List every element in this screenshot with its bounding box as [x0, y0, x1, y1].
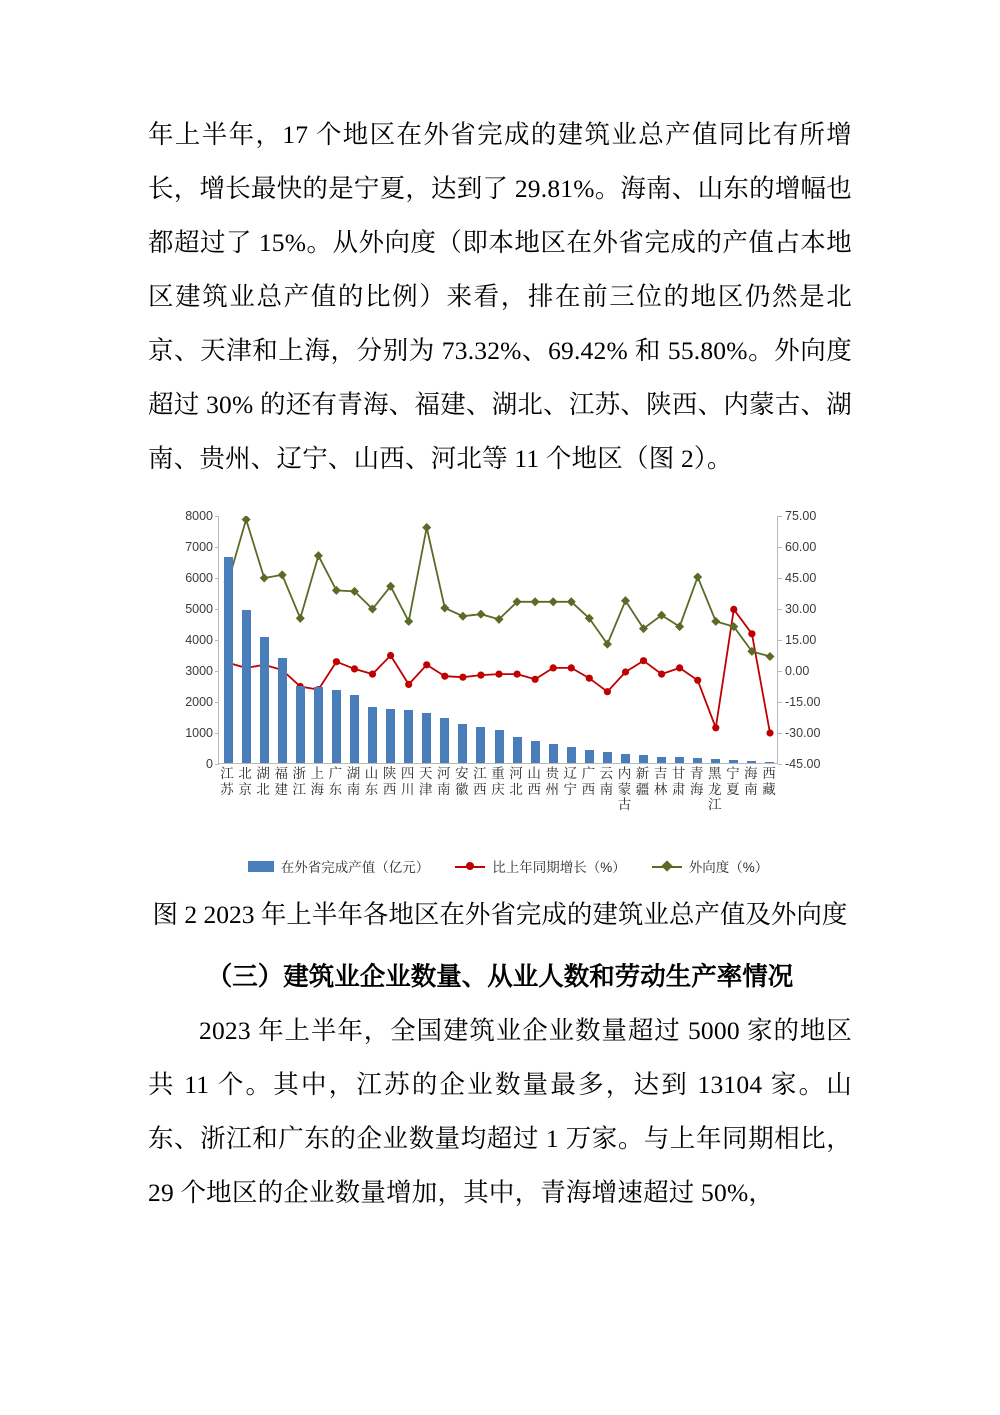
x-axis-tick-label: 重庆 [491, 766, 505, 797]
secondary-y-axis-tick-label: 0.00 [785, 664, 810, 678]
x-axis-tick-label: 宁夏 [726, 766, 740, 797]
secondary-y-axis-tick-label: -15.00 [785, 695, 821, 709]
y-axis-tick-label: 0 [206, 757, 213, 771]
chart-bar [549, 744, 558, 763]
secondary-y-axis-tick-mark [778, 764, 782, 765]
y-axis-tick-mark [215, 547, 219, 548]
chart-bar [422, 713, 431, 763]
chart-bar [260, 637, 269, 763]
legend-item [248, 856, 430, 876]
chart-bar [224, 557, 233, 763]
x-axis-tick-label: 陕西 [382, 766, 397, 797]
x-axis-tick-label: 新疆 [635, 766, 650, 797]
x-axis-tick-label: 安徽 [455, 766, 469, 797]
secondary-y-axis-tick-mark [778, 609, 782, 610]
paragraph-2: 2023 年上半年，全国建筑业企业数量超过 5000 家的地区共 11 个。其中，江苏的企业数量最多，达到 13104 家。山东、浙江和广东的企业数量均超过 1 万家。与上年同期相比，29 个地区的企业数量增加，其中，青海增速超过 50%， [148, 1016, 852, 1207]
secondary-y-axis-tick-mark [778, 547, 782, 548]
legend-line-swatch [652, 861, 682, 872]
legend-item [455, 856, 626, 876]
y-axis-tick-mark [215, 640, 219, 641]
x-axis-tick-label: 吉林 [653, 766, 668, 797]
x-axis-tick-label: 辽宁 [563, 766, 577, 797]
x-axis-tick-label: 福建 [274, 766, 288, 797]
secondary-y-axis-tick-label: 30.00 [785, 602, 817, 616]
y-axis-tick-mark [215, 578, 219, 579]
x-axis-tick-label: 内蒙古 [617, 766, 632, 812]
y-axis-tick-label: 8000 [185, 509, 213, 523]
x-axis-tick-label: 河南 [437, 766, 451, 797]
x-axis-tick-label: 北京 [238, 766, 252, 797]
secondary-y-axis-tick-label: -45.00 [785, 757, 821, 771]
x-axis-tick-label: 贵州 [545, 766, 559, 797]
chart-container [156, 508, 860, 848]
chart-bar [765, 762, 774, 763]
chart-bar [567, 747, 576, 763]
secondary-y-axis-tick-label: 15.00 [785, 633, 817, 647]
chart-plot-area [185, 509, 821, 771]
x-axis-tick-label: 山西 [527, 766, 541, 797]
chart-bar [495, 730, 504, 763]
legend-label: 在外省完成产值（亿元） [280, 860, 430, 875]
chart-x-axis-labels [218, 766, 778, 828]
chart-bar [603, 752, 612, 763]
chart-bar [440, 718, 449, 763]
secondary-y-axis-tick-label: 60.00 [785, 540, 817, 554]
chart-bar [531, 741, 540, 763]
section-heading: （三）建筑业企业数量、从业人数和劳动生产率情况 [206, 963, 794, 991]
secondary-y-axis-tick-label: 75.00 [785, 509, 817, 523]
legend-label: 比上年同期增长（%） [492, 860, 626, 875]
legend-item [652, 856, 769, 876]
secondary-y-axis-tick-mark [778, 516, 782, 517]
y-axis-tick-mark [215, 516, 219, 517]
y-axis-tick-label: 3000 [185, 664, 213, 678]
secondary-y-axis-tick-mark [778, 671, 782, 672]
chart-bar [513, 737, 522, 763]
chart-bar [242, 610, 251, 763]
chart-bar [476, 727, 485, 763]
legend-label: 外向度（%） [688, 860, 769, 875]
x-axis-tick-label: 海南 [744, 766, 758, 797]
chart-bar [458, 724, 467, 763]
chart-bar [314, 687, 323, 763]
chart-bar [657, 757, 666, 764]
y-axis-tick-mark [215, 764, 219, 765]
chart-bar [639, 755, 648, 763]
chart-bars [219, 516, 778, 763]
x-axis-tick-label: 西藏 [762, 766, 776, 797]
chart-bar [296, 686, 305, 764]
x-axis-tick-label: 广西 [581, 766, 596, 797]
y-axis-tick-label: 2000 [185, 695, 213, 709]
y-axis-tick-label: 1000 [185, 726, 213, 740]
chart-bar [729, 760, 738, 763]
legend-line-swatch [455, 861, 485, 872]
figure-2 [156, 508, 860, 876]
chart-bar [350, 695, 359, 763]
chart-bar [368, 707, 377, 763]
y-axis-tick-label: 7000 [185, 540, 213, 554]
x-axis-tick-label: 山东 [364, 766, 379, 797]
x-axis-tick-label: 湖南 [346, 766, 361, 797]
y-axis-tick-mark [215, 702, 219, 703]
x-axis-tick-label: 天津 [418, 766, 433, 797]
x-axis-tick-label: 浙江 [292, 766, 307, 797]
x-axis-tick-label: 江苏 [220, 766, 234, 797]
x-axis-tick-label: 湖北 [256, 766, 270, 797]
secondary-y-axis-tick-label: 45.00 [785, 571, 817, 585]
x-axis-tick-label: 云南 [599, 766, 614, 797]
chart-bar [621, 754, 630, 763]
secondary-y-axis-tick-mark [778, 702, 782, 703]
x-axis-tick-label: 广东 [328, 766, 343, 797]
chart-bar [747, 761, 756, 763]
secondary-y-axis-line [777, 516, 778, 763]
x-axis-tick-label: 江西 [473, 766, 487, 797]
paragraph-1: 年上半年，17 个地区在外省完成的建筑业总产值同比有所增长，增长最快的是宁夏，达到了 29.81%。海南、山东的增幅也都超过了 15%。从外向度（即本地区在外省完成的产值占本地区建筑业总产值的比例）来看，排在前三位的地区仍然是北京、天津和上海，分别为 73.32%、69.42% 和 55.80%。外向度超过 30% 的还有青海、福建、湖北、江苏、陕西、内蒙古、湖南、贵州、辽宁、山西、河北等 11 个地区（图 2）。 [148, 120, 852, 473]
y-axis-tick-mark [215, 733, 219, 734]
y-axis-tick-mark [215, 671, 219, 672]
x-axis-tick-label: 青海 [689, 766, 704, 797]
chart-bar [585, 750, 594, 763]
secondary-y-axis-tick-mark [778, 733, 782, 734]
x-axis-tick-label: 甘肃 [671, 766, 686, 797]
chart-bar [332, 690, 341, 763]
chart-bar [693, 758, 702, 763]
y-axis-tick-mark [215, 609, 219, 610]
secondary-y-axis-tick-mark [778, 640, 782, 641]
chart-bar [404, 710, 413, 763]
chart-bar [278, 658, 287, 763]
x-axis-tick-label: 黑龙江 [708, 766, 722, 812]
figure-caption: 图 2 2023 年上半年各地区在外省完成的建筑业总产值及外向度 [152, 900, 848, 929]
chart-bar [675, 757, 684, 763]
chart-bar [386, 709, 395, 763]
secondary-y-axis-tick-mark [778, 578, 782, 579]
legend-bar-swatch [248, 861, 274, 872]
y-axis-tick-label: 5000 [185, 602, 213, 616]
chart-bar [711, 759, 720, 763]
y-axis-tick-label: 4000 [185, 633, 213, 647]
chart-legend [156, 856, 860, 876]
x-axis-tick-label: 四川 [400, 766, 415, 797]
x-axis-tick-label: 河北 [509, 766, 523, 797]
x-axis-tick-label: 上海 [310, 766, 325, 797]
y-axis-tick-label: 6000 [185, 571, 213, 585]
secondary-y-axis-tick-label: -30.00 [785, 726, 821, 740]
